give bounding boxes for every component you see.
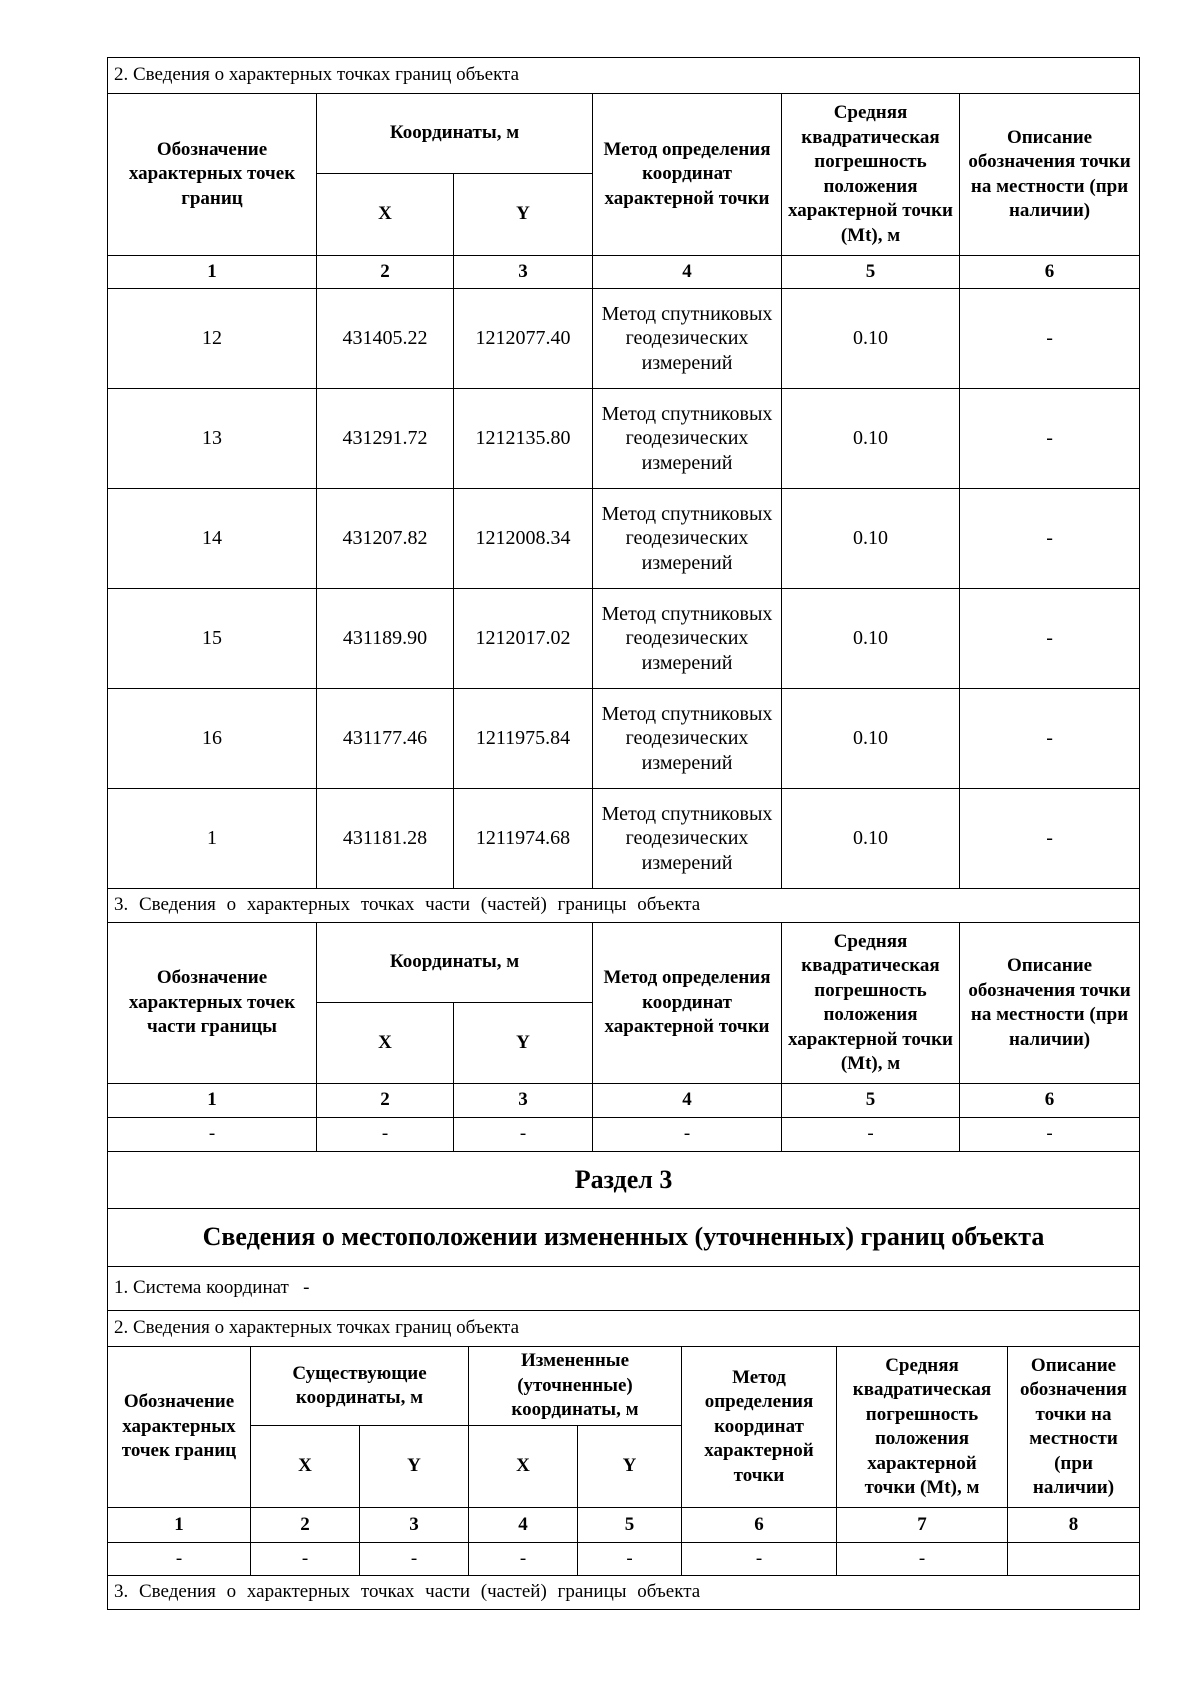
empty-cell: - <box>837 1543 1008 1576</box>
header-description: Описание обозначения точки на местности (при наличии) <box>1008 1347 1140 1508</box>
header-x: X <box>317 174 454 256</box>
empty-cell: - <box>360 1543 469 1576</box>
empty-cell: - <box>782 1118 960 1152</box>
column-number: 6 <box>960 1084 1140 1118</box>
header-y: Y <box>454 1003 593 1084</box>
column-number: 4 <box>593 256 782 289</box>
empty-cell: - <box>454 1118 593 1152</box>
header-error: Средняя квадратическая погрешность положения характерной точки (Mt), м <box>782 923 960 1084</box>
mt-error: 0.10 <box>782 289 960 389</box>
mt-error: 0.10 <box>782 789 960 889</box>
empty-cell: - <box>108 1543 251 1576</box>
document-page <box>107 57 1139 1610</box>
point-id: 13 <box>108 389 317 489</box>
empty-cell: - <box>251 1543 360 1576</box>
table-row <box>108 289 1140 389</box>
empty-cell: - <box>593 1118 782 1152</box>
coord-y: 1212135.80 <box>454 389 593 489</box>
section-caption: 3. Сведения о характерных точках части (частей) границы объекта <box>108 1576 1140 1610</box>
header-method: Метод определения координат характерной точки <box>682 1347 837 1508</box>
column-number: 3 <box>360 1508 469 1543</box>
header-error: Средняя квадратическая погрешность положения характерной точки (Mt), м <box>782 94 960 256</box>
method: Метод спутниковых геодезических измерений <box>593 789 782 889</box>
razdel3-table <box>107 1151 1140 1610</box>
header-changed-coords: Измененные (уточненные) координаты, м <box>469 1347 682 1426</box>
column-number: 6 <box>960 256 1140 289</box>
description: - <box>960 789 1140 889</box>
mt-error: 0.10 <box>782 389 960 489</box>
empty-cell: - <box>578 1543 682 1576</box>
mt-error: 0.10 <box>782 589 960 689</box>
method: Метод спутниковых геодезических измерений <box>593 389 782 489</box>
column-number: 2 <box>317 1084 454 1118</box>
table-row <box>108 689 1140 789</box>
column-number: 1 <box>108 1508 251 1543</box>
coord-x: 431177.46 <box>317 689 454 789</box>
header-description: Описание обозначения точки на местности (при наличии) <box>960 94 1140 256</box>
section-title: Раздел 3 <box>108 1152 1140 1209</box>
coord-x: 431207.82 <box>317 489 454 589</box>
description: - <box>960 689 1140 789</box>
header-x: X <box>317 1003 454 1084</box>
column-number: 2 <box>317 256 454 289</box>
column-number: 5 <box>578 1508 682 1543</box>
point-id: 12 <box>108 289 317 389</box>
column-number: 6 <box>682 1508 837 1543</box>
header-y-changed: Y <box>578 1426 682 1508</box>
description: - <box>960 289 1140 389</box>
table-row <box>108 789 1140 889</box>
column-number: 7 <box>837 1508 1008 1543</box>
coord-x: 431291.72 <box>317 389 454 489</box>
coord-y: 1211974.68 <box>454 789 593 889</box>
header-x-changed: X <box>469 1426 578 1508</box>
table-row <box>108 589 1140 689</box>
method: Метод спутниковых геодезических измерений <box>593 489 782 589</box>
column-number: 3 <box>454 256 593 289</box>
header-coordinates: Координаты, м <box>317 94 593 174</box>
column-number: 4 <box>593 1084 782 1118</box>
column-number: 5 <box>782 1084 960 1118</box>
header-x-existing: X <box>251 1426 360 1508</box>
point-id: 1 <box>108 789 317 889</box>
method: Метод спутниковых геодезических измерений <box>593 689 782 789</box>
coord-y: 1212017.02 <box>454 589 593 689</box>
empty-cell: - <box>960 1118 1140 1152</box>
method: Метод спутниковых геодезических измерений <box>593 289 782 389</box>
table-row <box>108 489 1140 589</box>
description: - <box>960 489 1140 589</box>
column-number: 2 <box>251 1508 360 1543</box>
section-caption: 3. Сведения о характерных точках части (частей) границы объекта <box>108 889 1140 923</box>
header-designation: Обозначение характерных точек части границы <box>108 923 317 1084</box>
column-number: 4 <box>469 1508 578 1543</box>
header-designation: Обозначение характерных точек границ <box>108 1347 251 1508</box>
header-existing-coords: Существующие координаты, м <box>251 1347 469 1426</box>
table-row <box>108 389 1140 489</box>
point-id: 15 <box>108 589 317 689</box>
empty-cell: - <box>682 1543 837 1576</box>
description: - <box>960 589 1140 689</box>
section-subtitle: Сведения о местоположении измененных (уточненных) границ объекта <box>108 1209 1140 1267</box>
point-id: 14 <box>108 489 317 589</box>
boundary-points-table <box>107 57 1140 1152</box>
column-number: 5 <box>782 256 960 289</box>
header-method: Метод определения координат характерной точки <box>593 94 782 256</box>
point-id: 16 <box>108 689 317 789</box>
mt-error: 0.10 <box>782 489 960 589</box>
table-row <box>108 1118 1140 1152</box>
coord-y: 1212008.34 <box>454 489 593 589</box>
column-number: 8 <box>1008 1508 1140 1543</box>
section-caption: 2. Сведения о характерных точках границ объекта <box>108 58 1140 94</box>
coord-x: 431405.22 <box>317 289 454 389</box>
table-row <box>108 1543 1140 1576</box>
mt-error: 0.10 <box>782 689 960 789</box>
empty-cell: - <box>469 1543 578 1576</box>
coord-x: 431189.90 <box>317 589 454 689</box>
coord-system: 1. Система координат - <box>108 1267 1140 1311</box>
header-y-existing: Y <box>360 1426 469 1508</box>
coord-y: 1211975.84 <box>454 689 593 789</box>
column-number: 1 <box>108 256 317 289</box>
column-number: 1 <box>108 1084 317 1118</box>
header-method: Метод определения координат характерной точки <box>593 923 782 1084</box>
coord-x: 431181.28 <box>317 789 454 889</box>
empty-cell <box>1008 1543 1140 1576</box>
header-y: Y <box>454 174 593 256</box>
empty-cell: - <box>317 1118 454 1152</box>
header-error: Средняя квадратическая погрешность положения характерной точки (Mt), м <box>837 1347 1008 1508</box>
section-caption: 2. Сведения о характерных точках границ объекта <box>108 1311 1140 1347</box>
method: Метод спутниковых геодезических измерений <box>593 589 782 689</box>
header-designation: Обозначение характерных точек границ <box>108 94 317 256</box>
header-description: Описание обозначения точки на местности (при наличии) <box>960 923 1140 1084</box>
column-number: 3 <box>454 1084 593 1118</box>
description: - <box>960 389 1140 489</box>
empty-cell: - <box>108 1118 317 1152</box>
header-coordinates: Координаты, м <box>317 923 593 1003</box>
coord-y: 1212077.40 <box>454 289 593 389</box>
